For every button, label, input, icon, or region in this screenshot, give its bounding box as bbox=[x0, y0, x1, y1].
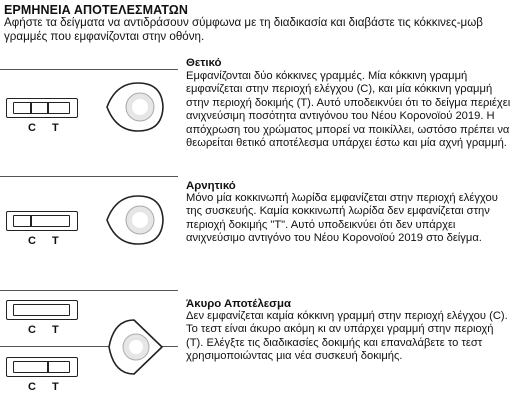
control-line bbox=[30, 103, 32, 113]
sample-well-icon bbox=[104, 81, 166, 133]
sample-well-icon bbox=[104, 318, 166, 376]
test-cassette-icon bbox=[6, 211, 78, 231]
test-cassette-icon bbox=[6, 357, 78, 377]
test-label: T bbox=[52, 235, 59, 247]
result-window bbox=[13, 215, 70, 227]
test-label: T bbox=[52, 381, 59, 393]
positive-title: Θετικό bbox=[186, 57, 222, 69]
result-window bbox=[13, 304, 70, 316]
test-cassette-icon bbox=[6, 98, 78, 118]
test-line bbox=[47, 103, 49, 113]
page-title: ΕΡΜΗΝΕΙΑ ΑΠΟΤΕΛΕΣΜΑΤΩΝ bbox=[4, 3, 188, 17]
test-cassette-icon bbox=[6, 300, 78, 320]
invalid-description: Δεν εμφανίζεται καμία κόκκινη γραμμή στην περιοχή ελέγχου (C). Το τεστ είναι άκυρο ακόμη κι αν υπάρχει γραμμή στην περιοχή (Τ). Ελέγξτε τις διαδικασίες δοκιμής και επαναλάβετε το τεστ χρησιμοποιώντας μια νέα συσκευή δοκιμής. bbox=[186, 310, 508, 363]
test-line bbox=[47, 362, 49, 372]
intro-text: Αφήστε τα δείγματα να αντιδράσουν σύμφωνα με τη διαδικασία και διαβάστε τις κόκκινες-μωβ γραμμές που εμφανίζονται στην οθόνη. bbox=[4, 16, 483, 43]
divider bbox=[0, 176, 178, 177]
positive-description: Εμφανίζονται δύο κόκκινες γραμμές. Μία κόκκινη γραμμή εμφανίζεται στην περιοχή ελέγχου (C), και μία κόκκινη γραμμή στην περιοχή δοκιμής (Τ). Αυτό υποδεικνύει ότι το δείγμα περιέχει ανιχνεύσιμη ποσότητα αντιγόνου του Νέου Κορονοϊού 2019. Η απόχρωση του χρώματος μπορεί να ποικίλλει, ωστόσο πρέπει να θεωρείται θετικό αποτέλεσμα υπάρχει έστω και μία αχνή γραμμή. bbox=[186, 70, 511, 150]
test-label: T bbox=[52, 122, 59, 134]
result-window bbox=[13, 102, 70, 114]
control-line bbox=[30, 216, 32, 226]
test-label: T bbox=[52, 324, 59, 336]
negative-title: Αρνητικό bbox=[186, 180, 236, 192]
control-label: C bbox=[28, 324, 36, 336]
sample-well-icon bbox=[104, 194, 166, 246]
control-label: C bbox=[28, 122, 36, 134]
divider bbox=[0, 69, 178, 70]
negative-description: Μόνο μία κοκκινωπή λωρίδα εμφανίζεται στην περιοχή ελέγχου της συσκευής. Καμία κοκκινωπή λωρίδα δεν εμφανίζεται στην περιοχή δοκιμής "Τ". Αυτό υποδεικνύει ότι δεν υπάρχει ανιχνεύσιμο αντιγόνο του Νέου Κορονοϊού 2019 στο δείγμα. bbox=[186, 192, 498, 245]
control-label: C bbox=[28, 381, 36, 393]
result-window bbox=[13, 361, 70, 373]
divider bbox=[0, 290, 178, 291]
control-label: C bbox=[28, 235, 36, 247]
invalid-title: Άκυρο Αποτέλεσμα bbox=[186, 298, 291, 310]
